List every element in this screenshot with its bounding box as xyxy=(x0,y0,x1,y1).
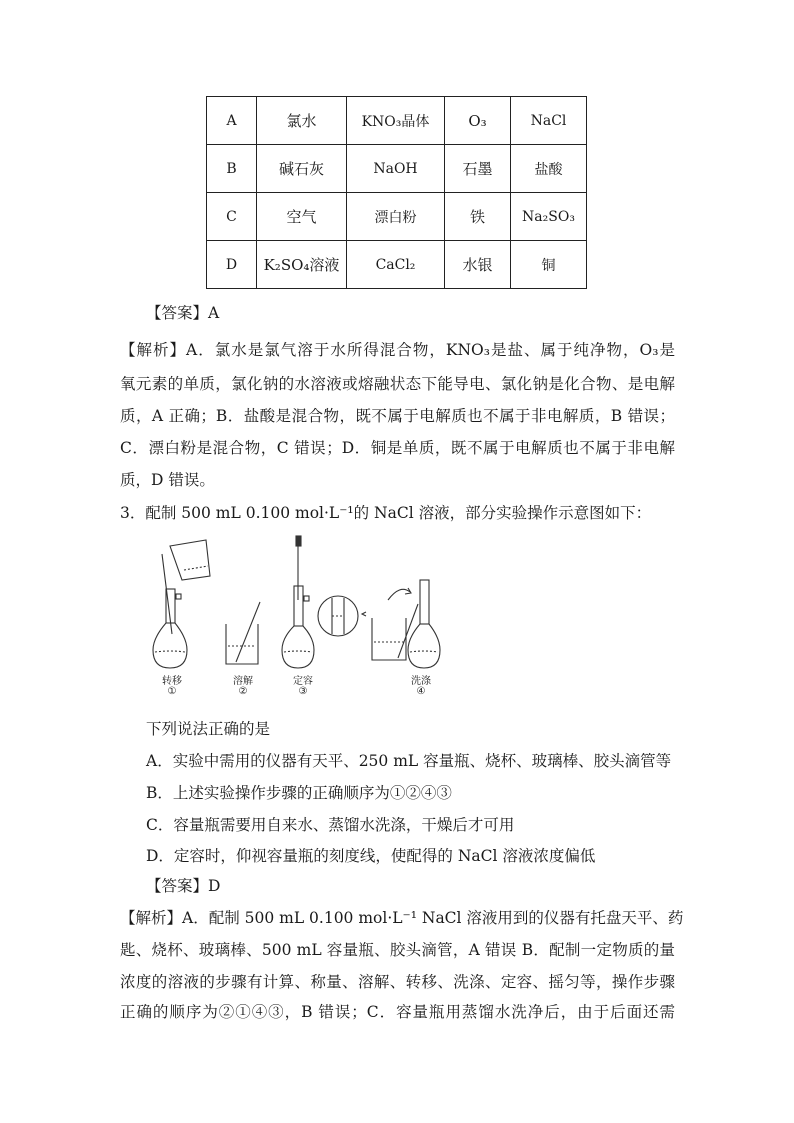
table-cell: 氯水 xyxy=(257,97,347,145)
table-cell: K₂SO₄溶液 xyxy=(257,241,347,289)
q3-answer: 【答案】D xyxy=(146,877,221,895)
table-cell: CaCl₂ xyxy=(347,241,445,289)
table-row xyxy=(207,193,587,241)
table-cell: C xyxy=(207,193,257,241)
q3-option-a: A．实验中需用的仪器有天平、250 mL 容量瓶、烧杯、玻璃棒、胶头滴管等 xyxy=(146,752,672,770)
transfer-illustration xyxy=(153,540,210,668)
table-cell: 铁 xyxy=(445,193,511,241)
q3-option-d: D．定容时，仰视容量瓶的刻度线，使配得的 NaCl 溶液浓度偏低 xyxy=(146,847,596,865)
table-cell: A xyxy=(207,97,257,145)
table-cell: O₃ xyxy=(445,97,511,145)
q3-analysis-line: 【解析】A．配制 500 mL 0.100 mol·L⁻¹ NaCl 溶液用到的仪器有托盘天平、药 xyxy=(120,909,684,927)
q2-analysis-line: 氧元素的单质，氯化钠的水溶液或熔融状态下能导电、氯化钠是化合物、是电解 xyxy=(120,375,675,393)
figure-label: 洗涤 xyxy=(411,676,431,687)
table-cell: Na₂SO₃ xyxy=(511,193,587,241)
experiment-figure xyxy=(148,534,448,680)
table-cell: 水银 xyxy=(445,241,511,289)
table-row xyxy=(207,241,587,289)
table-cell: KNO₃晶体 xyxy=(347,97,445,145)
table-cell: D xyxy=(207,241,257,289)
figure-label: 定容 xyxy=(293,676,313,687)
classification-table xyxy=(206,96,587,289)
table-cell: 碱石灰 xyxy=(257,145,347,193)
constant-volume-illustration xyxy=(282,536,358,668)
table-cell: 石墨 xyxy=(445,145,511,193)
q3-prompt: 下列说法正确的是 xyxy=(146,720,271,738)
table-cell: 铜 xyxy=(511,241,587,289)
wash-illustration xyxy=(362,580,440,668)
q3-stem: 3．配制 500 mL 0.100 mol·L⁻¹的 NaCl 溶液，部分实验操作示意图如下： xyxy=(120,504,652,522)
table-cell: NaOH xyxy=(347,145,445,193)
figure-number: ③ xyxy=(298,686,308,697)
table-row xyxy=(207,97,587,145)
q2-analysis-line: 【解析】A．氯水是氯气溶于水所得混合物，KNO₃是盐、属于纯净物，O₃是 xyxy=(120,341,675,359)
table-cell: B xyxy=(207,145,257,193)
q2-analysis-line: 质，A 正确；B．盐酸是混合物，既不属于电解质也不属于非电解质，B 错误； xyxy=(120,407,675,425)
q2-analysis-line: 质，D 错误。 xyxy=(120,471,215,489)
q3-analysis-line: 正确的顺序为②①④③，B 错误；C．容量瓶用蒸馏水洗净后，由于后面还需 xyxy=(120,1003,675,1021)
table-row xyxy=(207,145,587,193)
table-cell: NaCl xyxy=(511,97,587,145)
figure-number: ④ xyxy=(416,686,426,697)
figure-label: 转移 xyxy=(162,676,182,687)
table-cell: 漂白粉 xyxy=(347,193,445,241)
figure-label: 溶解 xyxy=(233,676,253,687)
q3-analysis-line: 匙、烧杯、玻璃棒、500 mL 容量瓶、胶头滴管，A 错误 B．配制一定物质的量 xyxy=(120,941,675,959)
figure-number: ① xyxy=(167,686,177,697)
q3-analysis-line: 浓度的溶液的步骤有计算、称量、溶解、转移、洗涤、定容、摇匀等，操作步骤 xyxy=(120,973,675,991)
q3-option-b: B．上述实验操作步骤的正确顺序为①②④③ xyxy=(146,784,452,802)
dissolve-illustration xyxy=(226,602,260,664)
table-cell: 空气 xyxy=(257,193,347,241)
figure-number: ② xyxy=(238,686,248,697)
q2-analysis-line: C．漂白粉是混合物，C 错误；D．铜是单质，既不属于电解质也不属于非电解 xyxy=(120,439,675,457)
q2-answer: 【答案】A xyxy=(146,304,220,322)
table-cell: 盐酸 xyxy=(511,145,587,193)
q3-option-c: C．容量瓶需要用自来水、蒸馏水洗涤，干燥后才可用 xyxy=(146,816,515,834)
